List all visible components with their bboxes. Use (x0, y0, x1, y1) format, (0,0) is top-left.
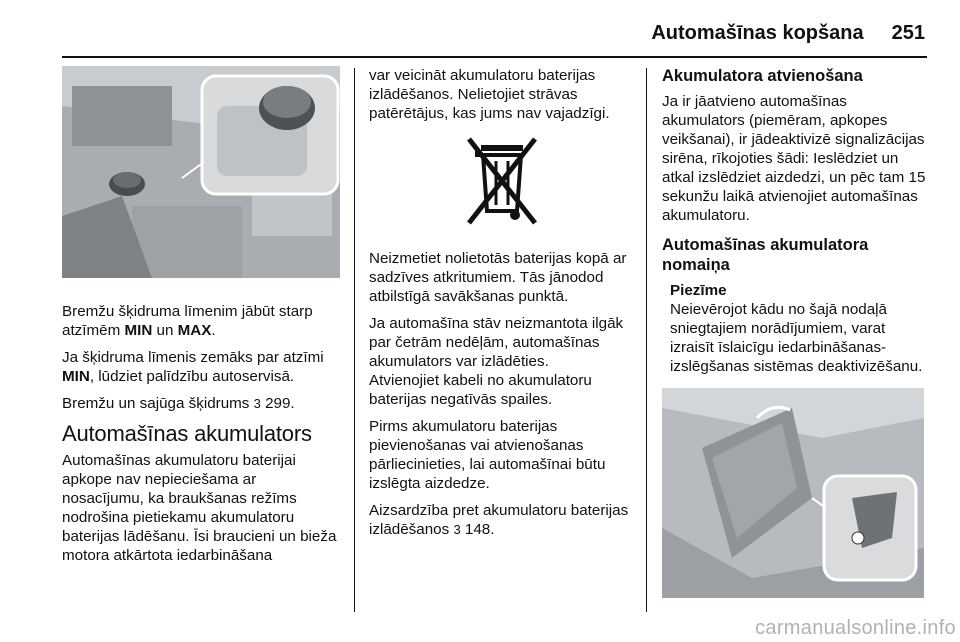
paragraph-disposal: Neizmetiet nolietotās baterijas kopā ar sadzīves atkritumiem. Tās jānodod atbilstīgā savākšanas punktā. (369, 250, 627, 305)
brake-fluid-reservoir-figure (62, 66, 340, 278)
heading-battery-disconnection: Akumulatora atvienošana (662, 67, 863, 85)
column-divider-right (646, 68, 647, 612)
crossed-bin-icon-wrap (369, 131, 635, 231)
paragraph-brake-low: Ja šķidruma līmenis zemāks par atzīmi MIN, lūdziet palīdzību autoservisā. (62, 349, 324, 385)
page-header (620, 22, 925, 52)
paragraph-brake-ref: Bremžu un sajūga šķidrums 3 299. (62, 395, 295, 412)
page-title: Automašīnas kopšana (651, 22, 864, 44)
battery-cover-figure (662, 388, 924, 598)
column-1 (62, 66, 342, 565)
paragraph-discharge-protection: Aizsardzība pret akumulatoru baterijas izlādēšanos 3 148. (369, 502, 629, 538)
column-2 (369, 66, 635, 547)
paragraph-ignition-off: Pirms akumulatoru baterijas pievienošanas vai atvienošanas pārliecinieties, lai automašīnai būtu izslēgta aizdedze. (369, 418, 606, 492)
crossed-out-wheelie-bin-icon (465, 131, 539, 231)
column-3 (662, 66, 932, 598)
page-number: 251 (891, 22, 925, 44)
heading-battery-replacement: Automašīnas akumulatora nomaiņa (662, 236, 869, 274)
note-text: Neievērojot kādu no šajā nodaļā sniegtajiem norādījumiem, varat izraisīt īslaicīgu iedarbināšanas-izslēgšanas sistēmas deaktivizēšanu. (670, 301, 923, 375)
section-heading-battery: Automašīnas akumulators (62, 421, 312, 446)
column-divider-left (354, 68, 355, 612)
header-rule (62, 56, 927, 58)
paragraph-disconnect-cable: Atvienojiet kabeli no akumulatoru baterijas negatīvās spailes. (369, 372, 592, 408)
watermark: carmanualsonline.info (755, 617, 956, 639)
note-box (662, 281, 932, 376)
paragraph-unused-vehicle: Ja automašīna stāv neizmantota ilgāk par četrām nedēļām, automašīnas akumulators var izlādēties. (369, 315, 624, 370)
page-ref-arrow-icon: 3 (453, 522, 461, 537)
paragraph-battery-maintenance: Automašīnas akumulatoru baterijai apkope nav nepieciešama ar nosacījumu, ka braukšanas režīms nodrošina pietiekamu akumulatoru baterijas lādēšanu. Īsi braucieni un bieža motora atkārtota iedarbināšana (62, 452, 337, 564)
note-label: Piezīme (670, 282, 727, 299)
paragraph-brake-level: Bremžu šķidruma līmenim jābūt starp atzīmēm MIN un MAX. (62, 303, 313, 339)
paragraph-discharge: var veicināt akumulatoru baterijas izlādēšanos. Nelietojiet strāvas patērētājus, kas jums nav vajadzīgi. (369, 67, 610, 122)
page-ref-arrow-icon: 3 (253, 396, 261, 411)
paragraph-disconnection: Ja ir jāatvieno automašīnas akumulators (piemēram, apkopes veikšanai), ir jādeaktivizē signalizācijas sirēna, rīkojoties šādi: Ieslēdziet un atkal izslēdziet aizdedzi, un pēc tam 15 sekunžu laikā atvienojiet automašīnas akumulatoru. (662, 93, 926, 224)
